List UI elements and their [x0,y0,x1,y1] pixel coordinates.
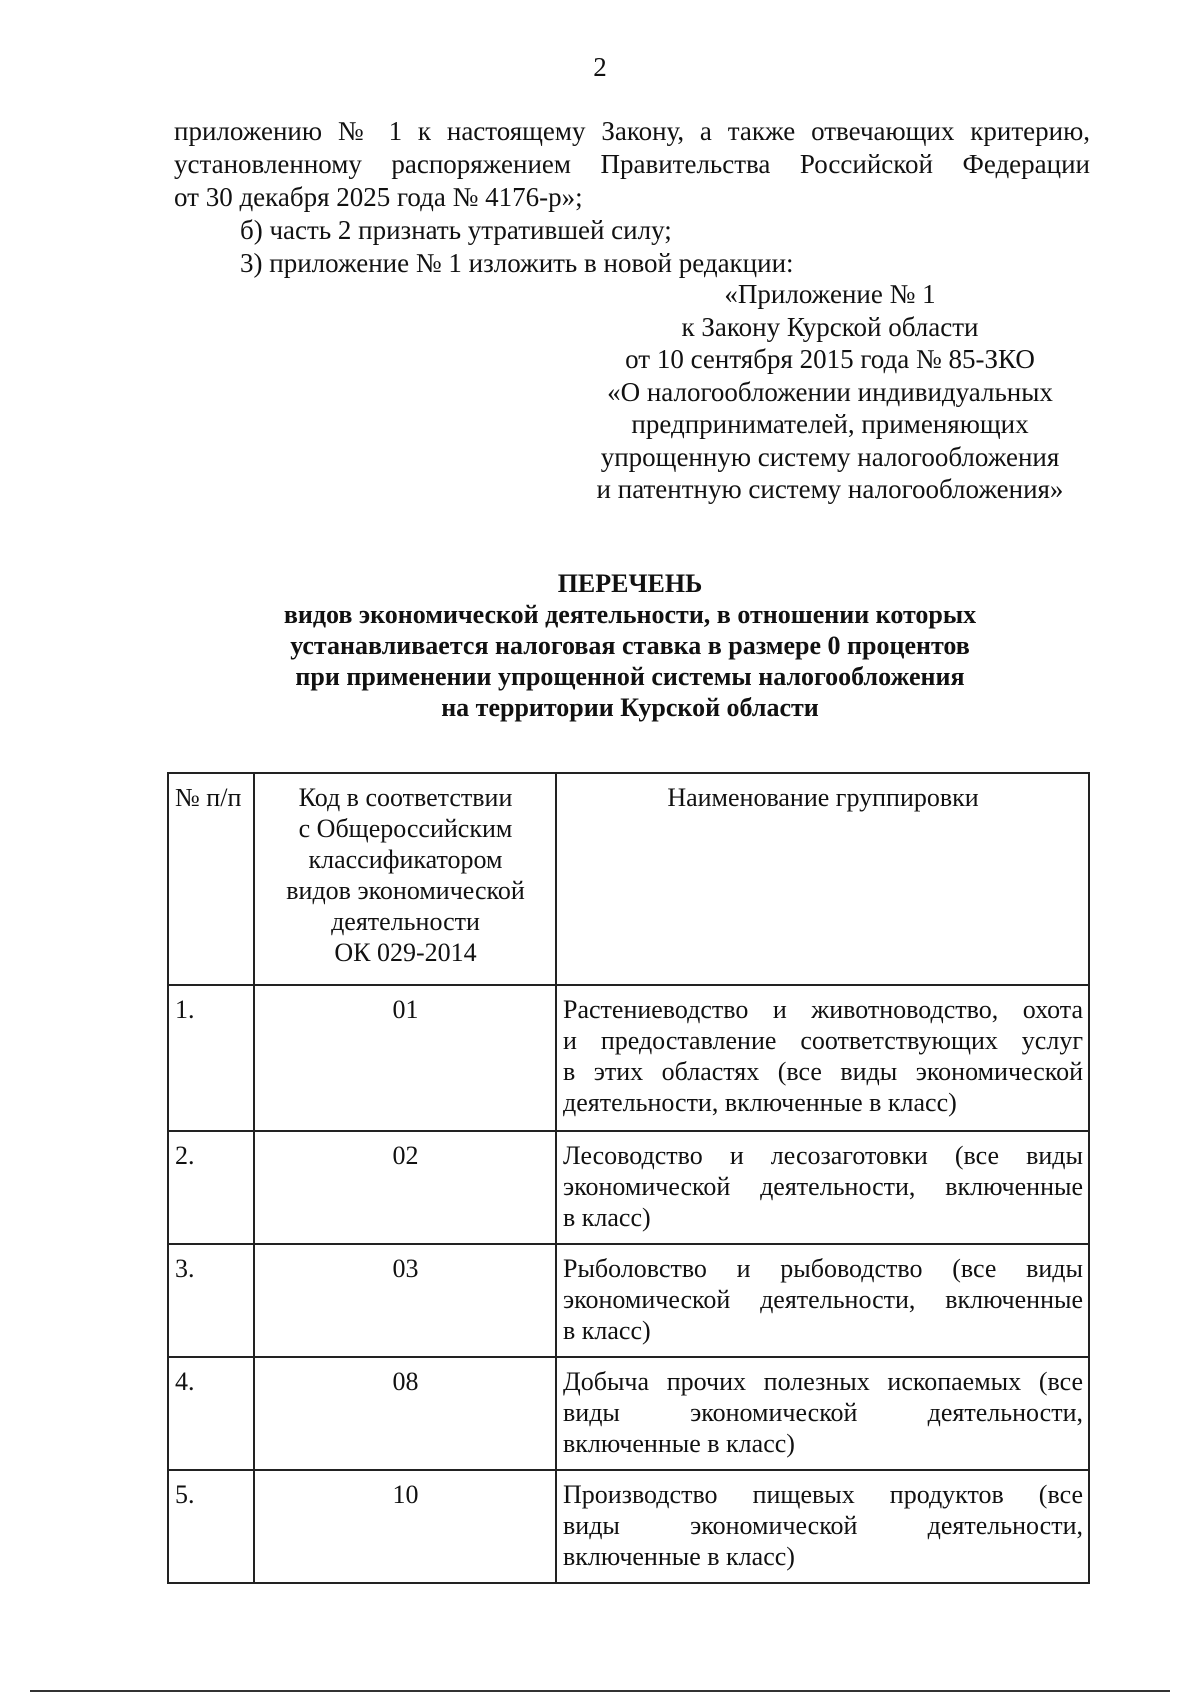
appendix-line: упрощенную систему налогообложения [600,441,1060,472]
group-name-line: Рыболовство и рыбоводство (все виды [563,1254,1083,1283]
group-name-line: виды экономической деятельности, [563,1398,1083,1427]
group-name-line: Производство пищевых продуктов (все [563,1480,1083,1509]
row-okved-code: 03 [254,1244,556,1357]
table-row [168,1131,1089,1244]
header-code [254,773,556,985]
group-name-line: включенные в класс) [563,1429,795,1458]
group-name-line: Растениеводство и животноводство, охота [563,995,1083,1024]
group-name-line: экономической деятельности, включенные [563,1285,1083,1314]
header-code-line: ОК 029-2014 [334,938,477,967]
group-name-line: Добыча прочих полезных ископаемых (все [563,1367,1083,1396]
title-subtitle-line: видов экономической деятельности, в отношении которых [283,600,977,629]
item-b: б) часть 2 признать утратившей силу; [240,215,672,245]
appendix-line: и патентную систему налогообложения» [596,474,1064,504]
title-subtitle-line: на территории Курской области [441,693,819,722]
group-name-line: в класс) [563,1203,651,1232]
row-group-name [556,1131,1089,1244]
appendix-line: «Приложение № 1 [724,279,936,309]
row-group-name [556,1357,1089,1470]
row-okved-code: 02 [254,1131,556,1244]
group-name-line: деятельности, включенные в класс) [563,1088,957,1117]
appendix-line: «О налогообложении индивидуальных [607,376,1053,407]
table-header-row [168,773,1089,985]
header-name: Наименование группировки [556,773,1089,985]
row-group-name [556,1244,1089,1357]
header-code-line: видов экономической [286,876,525,905]
appendix-line: к Закону Курской области [681,311,979,342]
group-name-line: включенные в класс) [563,1542,795,1571]
row-group-name [556,985,1089,1131]
row-group-name [556,1470,1089,1583]
row-okved-code: 01 [254,985,556,1131]
document-title [150,568,1110,723]
group-name-line: Лесоводство и лесозаготовки (все виды [563,1141,1083,1170]
title-heading: ПЕРЕЧЕНЬ [557,569,703,598]
row-number: 2. [168,1131,254,1244]
scan-edge-line [30,1690,1170,1692]
table-row [168,985,1089,1131]
title-subtitle-line: устанавливается налоговая ставка в размере 0 процентов [290,631,970,660]
group-name-line: экономической деятельности, включенные [563,1172,1083,1201]
page-number: 2 [593,52,607,82]
header-code-line: деятельности [331,907,480,936]
row-number: 4. [168,1357,254,1470]
row-number: 5. [168,1470,254,1583]
table-body [168,985,1089,1583]
group-name-line: в класс) [563,1316,651,1345]
intro-line-2: установленному распоряжением Правительства Российской Федерации [174,149,1090,179]
appendix-line: от 10 сентября 2015 года № 85-ЗКО [625,344,1035,374]
group-name-line: в этих областях (все виды экономической [563,1057,1083,1086]
intro-line-1: приложению № 1 к настоящему Закону, а также отвечающих критерию, [174,116,1090,146]
header-code-line: Код в соответствии [298,783,513,812]
group-name-line: и предоставление соответствующих услуг [563,1026,1083,1055]
table-row [168,1357,1089,1470]
header-code-line: с Общероссийским [298,814,513,843]
group-name-line: виды экономической деятельности, [563,1511,1083,1540]
row-number: 3. [168,1244,254,1357]
row-okved-code: 10 [254,1470,556,1583]
table-row [168,1244,1089,1357]
activities-table [167,772,1090,1584]
table-row [168,1470,1089,1583]
item-3: 3) приложение № 1 изложить в новой редакции: [240,248,794,278]
appendix-line: предпринимателей, применяющих [631,409,1029,439]
row-number: 1. [168,985,254,1131]
appendix-header [560,278,1100,506]
intro-line-3: от 30 декабря 2025 года № 4176-р»; [174,182,583,212]
title-subtitle-line: при применении упрощенной системы налогообложения [295,662,965,691]
header-code-line: классификатором [308,845,503,874]
header-num: № п/п [168,773,254,985]
row-okved-code: 08 [254,1357,556,1470]
